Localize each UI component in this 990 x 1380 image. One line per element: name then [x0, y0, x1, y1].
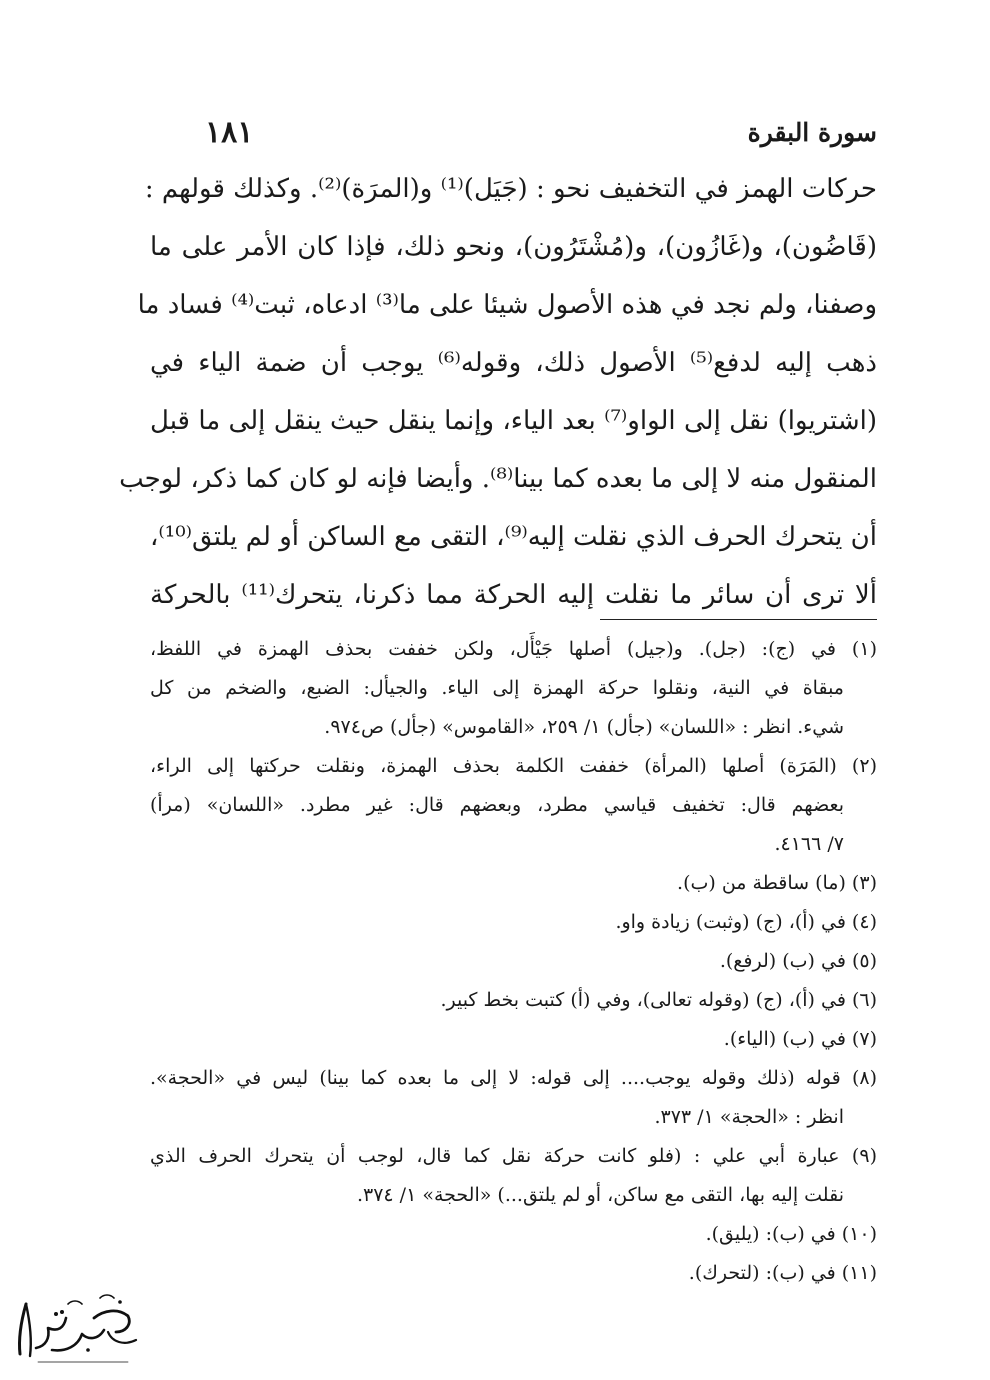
footnote-line: (٧) في (ب) (الياء). — [723, 1028, 877, 1050]
footnote-line: مبقاة في النية، ونقلوا حركة الهمزة إلى الياء. والجيأل: الضبع، والضخم من كل — [150, 677, 844, 699]
footnote-3 — [150, 864, 877, 903]
footnote-line: (٦) في (أ)، (ج) (وقوله تعالى)، وفي (أ) كتبت بخط كبير. — [440, 989, 877, 1011]
footnote-line: (١١) في (ب): (لتحرك). — [688, 1262, 877, 1284]
main-line: وصفنا، ولم نجد في هذه الأصول شيئا على ما⁽³⁾ ادعاه، ثبت⁽⁴⁾ فساد ما — [137, 290, 877, 320]
footnote-9 — [150, 1137, 877, 1215]
main-line: ذهب إليه لدفع⁽⁵⁾ الأصول ذلك، وقوله⁽⁶⁾ يوجب أن ضمة الياء في — [150, 348, 877, 378]
footnote-line: انظر : «الحجة» ١/ ٣٧٣. — [654, 1106, 844, 1128]
footnotes — [150, 630, 877, 1293]
footnote-line: شيء. انظر : «اللسان» (جأل) ١/ ٢٥٩، «القاموس» (جأل) ص٩٧٤. — [324, 716, 844, 738]
footnote-line: (١) في (ج): (جل). و(جيل) أصلها جَيْأَل، ولكن خففت بحذف الهمزة في اللفظ، — [150, 638, 877, 660]
footnote-line: (٥) في (ب) (لرفع). — [719, 950, 877, 972]
footnote-line: ٧/ ٤١٦٦. — [774, 833, 844, 855]
footnote-2 — [150, 747, 877, 864]
footnote-6 — [150, 981, 877, 1020]
footnote-7 — [150, 1020, 877, 1059]
surah-title: سورة البقرة — [747, 117, 877, 147]
almoshahim-logo — [8, 1288, 148, 1368]
main-text — [119, 160, 877, 624]
footnote-line: (٨) قوله (ذلك وقوله يوجب.... إلى قوله: لا إلى ما بعده كما بينا) ليس في «الحجة». — [150, 1067, 878, 1089]
footnote-line: نقلت إليه بها، التقى مع ساكن، أو لم يلتق...) «الحجة» ١/ ٣٧٤. — [356, 1184, 844, 1206]
footnote-11 — [150, 1254, 877, 1293]
main-line: (اشتريوا) نقل إلى الواو⁽⁷⁾ بعد الياء، وإنما ينقل حيث ينقل إلى ما قبل — [150, 406, 877, 436]
footnote-10 — [150, 1215, 877, 1254]
footnote-4 — [150, 903, 877, 942]
page-header — [205, 112, 877, 152]
main-line: حركات الهمز في التخفيف نحو : (جَيَل)⁽¹⁾ و(المرَة)⁽²⁾. وكذلك قولهم : — [144, 174, 877, 204]
footnote-1 — [150, 630, 877, 747]
footnote-line: (١٠) في (ب): (يليق). — [705, 1223, 877, 1245]
page-number: ١٨١ — [205, 114, 254, 150]
main-line: المنقول منه لا إلى ما بعده كما بينا⁽⁸⁾. وأيضا فإنه لو كان كما ذكر، لوجب — [119, 464, 877, 494]
main-line: (قَاضُون)، و(غَازُون)، و(مُشْتَرُون)، ونحو ذلك، فإذا كان الأمر على ما — [150, 232, 877, 262]
footnote-line: (٢) (المَرَة) أصلها (المرأة) خففت الكلمة بحذف الهمزة، ونقلت حركتها إلى الراء، — [150, 755, 877, 777]
main-line: ألا ترى أن سائر ما نقلت إليه الحركة مما ذكرنا، يتحرك⁽¹¹⁾ بالحركة — [150, 580, 877, 610]
footnote-line: (٩) عبارة أبي علي : (فلو كانت حركة نقل كما قال، لوجب أن يتحرك الحرف الذي — [150, 1145, 877, 1167]
footnote-8 — [150, 1059, 877, 1137]
footnote-line: (٤) في (أ)، (ج) (وثبت) زيادة واو. — [615, 911, 877, 933]
footnote-line: (٣) (ما) ساقطة من (ب). — [677, 872, 877, 894]
footnote-line: بعضهم قال: تخفيف قياسي مطرد، وبعضهم قال: غير مطرد. «اللسان» (مرأ) — [150, 794, 844, 816]
footnote-5 — [150, 942, 877, 981]
main-line: أن يتحرك الحرف الذي نقلت إليه⁽⁹⁾، التقى مع الساكن أو لم يلتق⁽¹⁰⁾، — [150, 522, 877, 552]
footnote-separator — [600, 619, 877, 620]
